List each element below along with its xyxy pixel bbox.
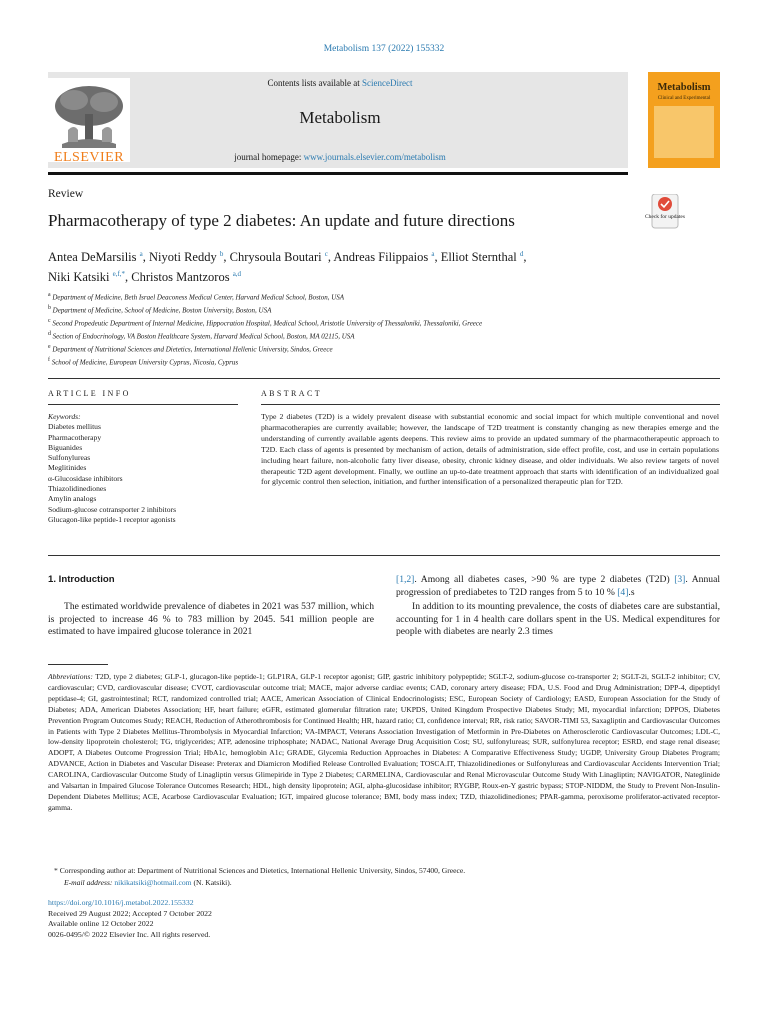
- intro-left-paragraph: The estimated worldwide prevalence of diabetes in 2021 was 537 million, which is projected to increase 46 % to 783 million by 2045. 541 million people are estimated to have impaired glucose tolerance in 2021: [48, 601, 374, 638]
- keyword: Biguanides: [48, 442, 83, 452]
- keyword: Diabetes mellitus: [48, 422, 101, 432]
- abstract-divider: [261, 404, 720, 405]
- abbreviations-label: Abbreviations:: [48, 672, 93, 681]
- affiliation-list: [48, 290, 688, 368]
- contents-available: [140, 78, 540, 88]
- cover-title: Metabolism: [657, 82, 711, 93]
- keyword: Amylin analogs: [48, 494, 97, 504]
- copyright: 0026-0495/© 2022 Elsevier Inc. All rights reserved.: [48, 929, 211, 939]
- received-dates: Received 29 August 2022; Accepted 7 October 2022: [48, 908, 212, 918]
- journal-cover-thumbnail[interactable]: [648, 72, 720, 168]
- article-info-divider: [48, 404, 238, 405]
- keyword: Thiazolidinediones: [48, 484, 107, 494]
- intro-right-paragraph-1: [1,2]. Among all diabetes cases, >90 % are type 2 diabetes (T2D) [3]. Annual progression of prediabetes to T2D ranges from 5 to 10 % [4].s: [396, 574, 720, 598]
- keywords-label: Keywords:: [48, 412, 81, 421]
- abbreviations-footnote: Abbreviations: T2D, type 2 diabetes; GLP-1, glucagon-like peptide-1; GLP1RA, GLP-1 receptor agonist; GIP, gastric inhibitory polypeptide; SGLT-2, sodium-glucose co-transporter 2; SGLT-2i, SGLT-2 inhibitor; CV, cardiovascular; CVD, cardiovascular disease; CVOT, cardiovascular outcome trial; MACE, major adverse cardiac events; CAD, coronary artery disease; FDA, U.S. Food and Drug Administration; DPP-4, dipeptidyl peptidase-4; GI, gastrointestinal; RCT, randomized controlled trial; AACE, American Association of Clinical Endocrinologists; ESC, European Society of Cardiology; EASD, European Association for the Study of Diabetes; ADA, American Diabetes Association; HF, heart failure; eGFR, estimated glomerular filtration rate; UKPDS, United Kingdom Prospective Diabetes Study; MI, myocardial infarction; DPPOS, Diabetes Prevention Program Outcomes Study; REACH, Reduction of Atherothrombosis for Continued Health; HR, hazard ratio; CI, confidence interval; RR, risk ratio; SAVOR-TIMI 53, Saxagliptin and Cardiovascular Outcomes in Patients with Type 2 Diabetes Mellitus-Thrombolysis in Myocardial Infarction; VA-IMPACT, Veterans Association Investigation of Metformin in Pre-Diabetes on Atherosclerotic Cardiovascular Outcomes; LDL-C, low-density lipoprotein cholesterol; TG, triglycerides; ATP, adenosine triphosphate; NADAC, National Average Drug Acquisition Cost; SU, sulfonylureas; SUR, sulfonylurea receptor; ESRD, end stage renal disease; ADOPT, A Diabetes Outcome Progression Trial; HbA1c, hemoglobin A1c; GRADE, Glycemia Reduction Approaches in Diabetes: A Comparative Effectiveness Study; UGDP, University Group Diabetes Program; ADVANCE, Action in Diabetes and Vascular Disease: Preterax and Diamicron Modified Release Controlled Evaluation; TOSCA.IT, Thiazolidinediones or Sulfonylureas and Cardiovascular Accidents Intervention Trial; CAROLINA, Cardiovascular Outcome Study of Linagliptin versus Glimepiride in Type 2 Diabetes; CARMELINA, Cardiovascular and Renal Microvascular Outcome Study With Linagliptin; NAVIGATOR, Nateglinide and Valsartan in Impaired Glucose Tolerance Outcomes Research; HDL, high density lipoprotein; AGI, alpha-glucosidase inhibitor; RYGBP, Roux-en-Y gastric bypass; STOP-NIDDM, the Study to Prevent Non-Insulin-Dependent Diabetes Mellitus; ACE, Acarbose Cardiovascular Evaluation; IGT, impaired glucose tolerance; BMI, body mass index; TZD, thiazolidinediones; PPAR-gamma, peroxisome proliferator-activated receptor-gamma.: [48, 672, 720, 812]
- keyword: Meglitinides: [48, 463, 87, 473]
- keyword: Sodium-glucose cotransporter 2 inhibitors: [48, 504, 177, 514]
- author[interactable]: Antea DeMarsilis $^a$: [48, 250, 143, 265]
- cover-panel: [654, 106, 714, 158]
- available-online: Available online 12 October 2022: [48, 919, 154, 929]
- author[interactable]: Christos Mantzoros $^{a,d}$: [131, 270, 242, 285]
- email-note: E-mail address: nikikatsiki@hotmail.com (N. Katsiki).: [64, 878, 232, 887]
- author[interactable]: Niki Katsiki $^{e,f,*}$: [48, 270, 126, 285]
- article-type: Review: [48, 188, 84, 200]
- email-link[interactable]: nikikatsiki@hotmail.com: [114, 878, 192, 887]
- affiliation: $^b$ Department of Medicine, School of Medicine, Boston University, Boston, USA: [48, 304, 272, 315]
- footnote-rule: [48, 664, 108, 665]
- keyword: Sulfonylureas: [48, 453, 91, 463]
- check-for-updates-icon[interactable]: [646, 194, 684, 230]
- affiliation: $^e$ Department of Nutritional Sciences and Dietetics, International Hellenic University, Sindos, Greece: [48, 343, 333, 354]
- author-list: Antea DeMarsilis $^a$, Niyoti Reddy $^b$, Chrysoula Boutari $^c$, Andreas Filippaios $^a$, Elliot Sternthal $^d$, Niki Katsiki $^{e,f,*}$, Christos Mantzoros $^{a,d}$: [48, 250, 527, 285]
- header-bottom-rule: [48, 172, 628, 175]
- keyword: Pharmacotherapy: [48, 432, 102, 442]
- journal-title: Metabolism: [299, 108, 381, 127]
- corresponding-author-note: * Corresponding author at: Department of Nutritional Sciences and Dietetics, International Hellenic University, Sindos, 57400, Greece.: [54, 866, 466, 875]
- journal-homepage: [140, 152, 540, 162]
- sciencedirect-link[interactable]: ScienceDirect: [362, 78, 413, 88]
- doi-link[interactable]: https://doi.org/10.1016/j.metabol.2022.155332: [48, 898, 194, 907]
- author[interactable]: Elliot Sternthal $^d$: [440, 250, 524, 265]
- author[interactable]: Niyoti Reddy $^b$: [149, 250, 224, 265]
- affiliation: $^d$ Section of Endocrinology, VA Boston Healthcare System, Harvard Medical School, Boston, MA 02115, USA: [48, 330, 355, 341]
- intro-right-paragraph-2: In addition to its mounting prevalence, the costs of diabetes care are substantial, accounting for 1 in 4 health care dollars spent in the US. Medical expenditures for people with diabetes are nearly 2.3 times: [396, 601, 720, 638]
- affiliation: $^a$ Department of Medicine, Beth Israel Deaconess Medical Center, Harvard Medical School, Boston, USA: [48, 292, 345, 302]
- article-info-heading: ARTICLE INFO: [48, 389, 131, 398]
- elsevier-wordmark: ELSEVIER: [53, 150, 125, 165]
- affiliation: $^c$ Second Propedeutic Department of Internal Medicine, Hippocration Hospital, Medical School, Aristotle University of Thessaloniki, Thessaloniki, Greece: [48, 317, 483, 328]
- section-divider: [48, 378, 720, 379]
- citation-link[interactable]: [4]: [617, 586, 629, 598]
- publication-info: [48, 898, 448, 940]
- keyword: α-Glucosidase inhibitors: [48, 473, 123, 483]
- contents-prefix: Contents lists available at: [267, 78, 362, 88]
- abstract-heading: ABSTRACT: [261, 389, 322, 398]
- author[interactable]: Andreas Filippaios $^a$: [333, 250, 435, 265]
- abstract-text: Type 2 diabetes (T2D) is a widely prevalent disease with substantial economic and social impact for which multiple conventional and novel pharmacotherapies are currently available; however, the landscape of T2D treatment is constantly changing as new therapies emerge and the understanding of currently available agents deepens. This review aims to provide an updated summary of the pharmacotherapeutic approach to T2D. Each class of agents is presented by mechanism of action, details of administration, side effect profile, cost, and use in certain populations including heart failure, non-alcoholic fatty liver disease, obesity, chronic kidney disease, and older individuals. We also review targets of novel therapeutic T2D agent development. Finally, we outline an up-to-date treatment approach that starts with identification of an individualized goal for glycemic control then selection, initiation, and further intensification of a personalized therapeutic plan for T2D.: [261, 412, 719, 487]
- abstract-bottom-divider: [48, 555, 720, 556]
- citation-link[interactable]: [1,2]: [396, 574, 415, 585]
- journal-citation[interactable]: Metabolism 137 (2022) 155332: [323, 44, 445, 54]
- check-for-updates-label[interactable]: Check for updates: [644, 214, 685, 220]
- author[interactable]: Chrysoula Boutari $^c$: [229, 250, 328, 265]
- homepage-link[interactable]: www.journals.elsevier.com/metabolism: [303, 152, 446, 162]
- citation-link[interactable]: [3]: [674, 574, 686, 585]
- keyword: Glucagon-like peptide-1 receptor agonists: [48, 514, 176, 524]
- affiliation: $^f$ School of Medicine, European University Cyprus, Nicosia, Cyprus: [48, 356, 239, 366]
- intro-heading: 1. Introduction: [48, 574, 115, 585]
- keywords-block: [48, 412, 238, 525]
- homepage-prefix: journal homepage:: [234, 152, 304, 162]
- paper-title: Pharmacotherapy of type 2 diabetes: An update and future directions: [48, 211, 515, 230]
- cover-subtitle: Clinical and Experimental: [657, 96, 711, 101]
